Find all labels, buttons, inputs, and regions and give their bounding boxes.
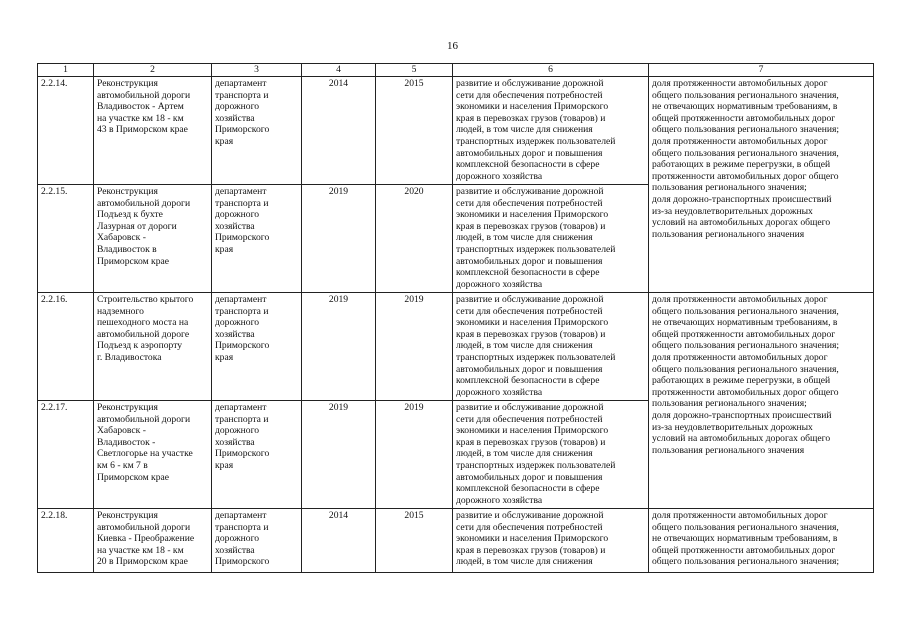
header-col-3: 3 [212,64,302,77]
header-row [38,64,874,77]
project-name: Реконструкция автомобильной дороги Подъезд к бухте Лазурная от дороги Хабаровск - Владивосток в Приморском крае [94,185,212,293]
end-year: 2019 [376,293,453,401]
goal-text: развитие и обслуживание дорожной сети для обеспечения потребностей экономики и населения Приморского края в перевозках грузов (товаров) и людей, в том числе для снижения транспортных издержек пользователей автомобильных дорог и повышения комплексной безопасности в сфере дорожного хозяйства [453,401,649,509]
goal-text: развитие и обслуживание дорожной сети для обеспечения потребностей экономики и населения Приморского края в перевозках грузов (товаров) и людей, в том числе для снижения транспортных издержек пользователей автомобильных дорог и повышения комплексной безопасности в сфере дорожного хозяйства [453,77,649,185]
header-col-7: 7 [649,64,874,77]
start-year: 2014 [302,509,376,573]
end-year: 2020 [376,185,453,293]
indicators-text: доля протяженности автомобильных дорог общего пользования регионального значения, не отвечающих нормативным требованиям, в общей протяженности автомобильных дорог общего пользования регионального значения; доля протяженности автомобильных дорог общего пользования регионального значения, работающих в режиме перегрузки, в общей протяженности автомобильных дорог общего пользования регионального значения; доля дорожно-транспортных происшествий из-за неудовлетворительных дорожных условий на автомобильных дорогах общего пользования регионального значения [649,293,874,509]
row-number: 2.2.17. [38,401,94,509]
project-name: Реконструкция автомобильной дороги Киевка - Преображение на участке км 18 - км 20 в Приморском крае [94,509,212,573]
executor: департамент транспорта и дорожного хозяйства Приморского края [212,185,302,293]
executor: департамент транспорта и дорожного хозяйства Приморского края [212,293,302,401]
page-number: 16 [447,40,458,52]
table-row [38,293,874,401]
goal-text: развитие и обслуживание дорожной сети для обеспечения потребностей экономики и населения Приморского края в перевозках грузов (товаров) и людей, в том числе для снижения [453,509,649,573]
end-year: 2015 [376,509,453,573]
end-year: 2015 [376,77,453,185]
header-col-1: 1 [38,64,94,77]
row-number: 2.2.16. [38,293,94,401]
project-name: Строительство крытого надземного пешеходного моста на автомобильной дороге Подъезд к аэропорту г. Владивостока [94,293,212,401]
project-name: Реконструкция автомобильной дороги Владивосток - Артем на участке км 18 - км 43 в Приморском крае [94,77,212,185]
goal-text: развитие и обслуживание дорожной сети для обеспечения потребностей экономики и населения Приморского края в перевозках грузов (товаров) и людей, в том числе для снижения транспортных издержек пользователей автомобильных дорог и повышения комплексной безопасности в сфере дорожного хозяйства [453,293,649,401]
row-number: 2.2.15. [38,185,94,293]
table-row [38,77,874,185]
end-year: 2019 [376,401,453,509]
road-projects-table [37,63,874,573]
indicators-text: доля протяженности автомобильных дорог общего пользования регионального значения, не отвечающих нормативным требованиям, в общей протяженности автомобильных дорог общего пользования регионального значения; доля протяженности автомобильных дорог общего пользования регионального значения, работающих в режиме перегрузки, в общей протяженности автомобильных дорог общего пользования регионального значения; доля дорожно-транспортных происшествий из-за неудовлетворительных дорожных условий на автомобильных дорогах общего пользования регионального значения [649,77,874,293]
header-col-4: 4 [302,64,376,77]
start-year: 2019 [302,185,376,293]
goal-text: развитие и обслуживание дорожной сети для обеспечения потребностей экономики и населения Приморского края в перевозках грузов (товаров) и людей, в том числе для снижения транспортных издержек пользователей автомобильных дорог и повышения комплексной безопасности в сфере дорожного хозяйства [453,185,649,293]
project-name: Реконструкция автомобильной дороги Хабаровск - Владивосток - Светлогорье на участке км 6 - км 7 в Приморском крае [94,401,212,509]
executor: департамент транспорта и дорожного хозяйства Приморского края [212,77,302,185]
start-year: 2019 [302,293,376,401]
row-number: 2.2.14. [38,77,94,185]
executor: департамент транспорта и дорожного хозяйства Приморского [212,509,302,573]
table-row [38,509,874,573]
row-number: 2.2.18. [38,509,94,573]
indicators-text: доля протяженности автомобильных дорог общего пользования регионального значения, не отвечающих нормативным требованиям, в общей протяженности автомобильных дорог общего пользования регионального значения; [649,509,874,573]
header-col-2: 2 [94,64,212,77]
header-col-6: 6 [453,64,649,77]
executor: департамент транспорта и дорожного хозяйства Приморского края [212,401,302,509]
header-col-5: 5 [376,64,453,77]
start-year: 2019 [302,401,376,509]
start-year: 2014 [302,77,376,185]
